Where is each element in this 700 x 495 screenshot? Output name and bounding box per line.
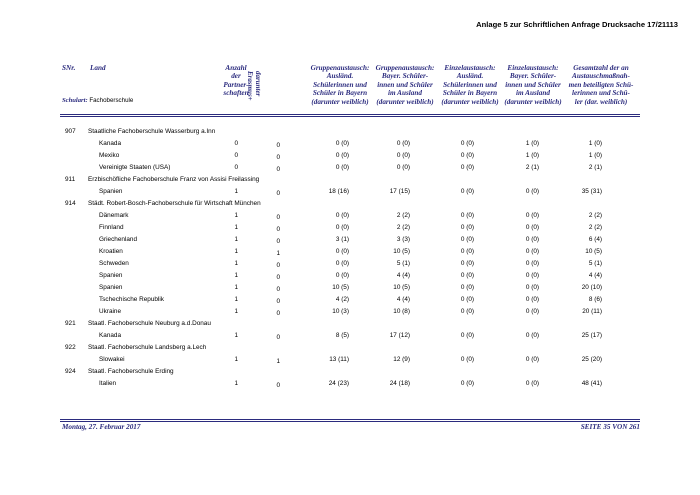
anzahl-cell: 1	[234, 248, 238, 255]
einzel-auslaend-cell: 0 (0)	[460, 152, 474, 159]
gesamt-cell: 4 (4)	[588, 272, 602, 279]
header-land: Land	[90, 64, 106, 72]
gruppe-bayer-cell: 10 (5)	[393, 248, 410, 255]
gruppe-bayer-cell: 5 (1)	[396, 260, 410, 267]
document-title: Anlage 5 zur Schriftlichen Anfrage Drucksache 17/21113	[476, 20, 678, 29]
table-row	[0, 222, 700, 234]
country-name: Spanien	[99, 284, 123, 291]
einzel-auslaend-cell: 0 (0)	[460, 380, 474, 387]
school-name: Staatl. Fachoberschule Erding	[88, 368, 174, 375]
country-name: Griechenland	[99, 236, 138, 243]
gruppe-auslaend-cell: 4 (2)	[335, 296, 349, 303]
einzel-auslaend-cell: 0 (0)	[460, 236, 474, 243]
einzel-bayer-cell: 0 (0)	[525, 212, 539, 219]
school-number: 924	[65, 368, 76, 375]
country-name: Mexiko	[99, 152, 120, 159]
header-rule-top	[60, 114, 640, 115]
table-row	[0, 210, 700, 222]
anzahl-cell: 1	[234, 212, 238, 219]
gruppe-auslaend-cell: 0 (0)	[335, 164, 349, 171]
erasmus-cell: 0	[276, 154, 280, 161]
school-number: 911	[65, 176, 76, 183]
header-gesamt: Gesamtzahl der an Austauschmaßnah- men beteiligten Schü- lerinnen und Schü- ler (dar. weiblich)	[568, 64, 634, 106]
table-row	[0, 162, 700, 174]
gesamt-cell: 1 (0)	[588, 140, 602, 147]
anzahl-cell: 1	[234, 260, 238, 267]
einzel-auslaend-cell: 0 (0)	[460, 188, 474, 195]
einzel-auslaend-cell: 0 (0)	[460, 248, 474, 255]
gesamt-cell: 20 (11)	[582, 308, 602, 315]
gruppe-auslaend-cell: 0 (0)	[335, 224, 349, 231]
table-row	[0, 138, 700, 150]
erasmus-cell: 0	[276, 166, 280, 173]
school-name: Staatliche Fachoberschule Wasserburg a.Inn	[88, 128, 216, 135]
gruppe-auslaend-cell: 0 (0)	[335, 272, 349, 279]
footer-date: Montag, 27. Februar 2017	[62, 423, 141, 431]
table-row	[0, 294, 700, 306]
table-row	[0, 234, 700, 246]
footer-page: SEITE 35 VON 261	[580, 423, 640, 431]
country-name: Kanada	[99, 140, 122, 147]
gruppe-bayer-cell: 4 (4)	[396, 296, 410, 303]
school-name: Staatl. Fachoberschule Neuburg a.d.Donau	[88, 320, 211, 327]
gruppe-auslaend-cell: 0 (0)	[335, 212, 349, 219]
school-name: Erzbischöfliche Fachoberschule Franz von Assisi Freilassing	[88, 176, 260, 183]
erasmus-cell: 0	[276, 214, 280, 221]
gruppe-auslaend-cell: 24 (23)	[328, 380, 349, 387]
country-name: Vereinigte Staaten (USA)	[99, 164, 171, 171]
header-rule-bottom	[60, 116, 640, 117]
anzahl-cell: 1	[234, 332, 238, 339]
einzel-auslaend-cell: 0 (0)	[460, 272, 474, 279]
einzel-bayer-cell: 1 (0)	[525, 140, 539, 147]
schulart-value: Fachoberschule	[89, 97, 134, 104]
header-schulart	[62, 97, 133, 104]
gesamt-cell: 2 (2)	[588, 212, 602, 219]
footer-rule-bottom	[60, 421, 640, 422]
einzel-bayer-cell: 0 (0)	[525, 356, 539, 363]
table-row	[0, 150, 700, 162]
einzel-bayer-cell: 0 (0)	[525, 224, 539, 231]
country-name: Spanien	[99, 188, 123, 195]
country-name: Spanien	[99, 272, 123, 279]
footer-rule-top	[60, 419, 640, 420]
anzahl-cell: 0	[234, 152, 238, 159]
school-row	[0, 342, 700, 354]
einzel-bayer-cell: 0 (0)	[525, 296, 539, 303]
anzahl-cell: 1	[234, 224, 238, 231]
erasmus-cell: 0	[276, 334, 280, 341]
school-name: Staatl. Fachoberschule Landsberg a.Lech	[88, 344, 207, 351]
einzel-auslaend-cell: 0 (0)	[460, 284, 474, 291]
erasmus-cell: 0	[276, 190, 280, 197]
gruppe-bayer-cell: 24 (18)	[389, 380, 410, 387]
gruppe-auslaend-cell: 0 (0)	[335, 140, 349, 147]
gesamt-cell: 2 (1)	[588, 164, 602, 171]
gruppe-bayer-cell: 12 (9)	[393, 356, 410, 363]
country-name: Tschechische Republik	[99, 296, 165, 303]
erasmus-cell: 0	[276, 226, 280, 233]
gruppe-bayer-cell: 17 (15)	[389, 188, 410, 195]
header-einzel-bayer: Einzelaustausch: Bayer. Schüler- innen und Schüler im Ausland (darunter weiblich)	[504, 64, 562, 106]
anzahl-cell: 1	[234, 380, 238, 387]
einzel-auslaend-cell: 0 (0)	[460, 224, 474, 231]
einzel-bayer-cell: 1 (0)	[525, 152, 539, 159]
header-anzahl: Anzahl der Partner- schaften	[223, 64, 249, 98]
table-row	[0, 378, 700, 390]
country-name: Finnland	[99, 224, 124, 231]
erasmus-cell: 1	[276, 250, 280, 257]
country-name: Slowakei	[99, 356, 125, 363]
anzahl-cell: 1	[234, 188, 238, 195]
gesamt-cell: 5 (1)	[588, 260, 602, 267]
einzel-bayer-cell: 2 (1)	[525, 164, 539, 171]
gruppe-auslaend-cell: 0 (0)	[335, 248, 349, 255]
gesamt-cell: 2 (2)	[588, 224, 602, 231]
gesamt-cell: 1 (0)	[588, 152, 602, 159]
anzahl-cell: 1	[234, 296, 238, 303]
gruppe-bayer-cell: 2 (2)	[396, 212, 410, 219]
data-table	[0, 126, 700, 390]
einzel-bayer-cell: 0 (0)	[525, 236, 539, 243]
gruppe-bayer-cell: 0 (0)	[396, 152, 410, 159]
gruppe-auslaend-cell: 0 (0)	[335, 152, 349, 159]
erasmus-cell: 0	[276, 310, 280, 317]
einzel-auslaend-cell: 0 (0)	[460, 308, 474, 315]
header-erasmus: darunter Erasmus+	[246, 71, 262, 101]
header-gruppe-bayer: Gruppenaustausch: Bayer. Schüler- innen und Schüler im Ausland (darunter weiblich)	[375, 64, 435, 106]
gesamt-cell: 35 (31)	[581, 188, 602, 195]
einzel-auslaend-cell: 0 (0)	[460, 164, 474, 171]
gruppe-auslaend-cell: 18 (16)	[328, 188, 349, 195]
gruppe-bayer-cell: 4 (4)	[396, 272, 410, 279]
gruppe-bayer-cell: 17 (12)	[389, 332, 410, 339]
country-name: Kanada	[99, 332, 122, 339]
table-row	[0, 354, 700, 366]
gruppe-bayer-cell: 10 (5)	[393, 284, 410, 291]
anzahl-cell: 1	[234, 272, 238, 279]
gruppe-bayer-cell: 0 (0)	[396, 140, 410, 147]
table-row	[0, 306, 700, 318]
anzahl-cell: 1	[234, 308, 238, 315]
anzahl-cell: 0	[234, 164, 238, 171]
gruppe-auslaend-cell: 10 (3)	[332, 308, 349, 315]
gruppe-auslaend-cell: 13 (11)	[329, 356, 349, 363]
header-gruppe-auslaend: Gruppenaustausch: Ausländ. Schülerinnen und Schüler in Bayern (darunter weiblich)	[310, 64, 370, 106]
gesamt-cell: 25 (17)	[581, 332, 602, 339]
school-number: 907	[65, 128, 76, 135]
erasmus-cell: 0	[276, 382, 280, 389]
school-name: Städt. Robert-Bosch-Fachoberschule für Wirtschaft München	[88, 200, 261, 207]
einzel-auslaend-cell: 0 (0)	[460, 296, 474, 303]
gruppe-bayer-cell: 10 (8)	[393, 308, 410, 315]
anzahl-cell: 1	[234, 236, 238, 243]
einzel-bayer-cell: 0 (0)	[525, 248, 539, 255]
gruppe-auslaend-cell: 0 (0)	[335, 260, 349, 267]
gesamt-cell: 20 (10)	[581, 284, 602, 291]
anzahl-cell: 1	[234, 284, 238, 291]
einzel-bayer-cell: 0 (0)	[525, 332, 539, 339]
gesamt-cell: 48 (41)	[581, 380, 602, 387]
einzel-bayer-cell: 0 (0)	[525, 272, 539, 279]
table-row	[0, 282, 700, 294]
gruppe-bayer-cell: 3 (3)	[396, 236, 410, 243]
gruppe-auslaend-cell: 8 (5)	[335, 332, 349, 339]
school-number: 914	[65, 200, 76, 207]
gruppe-bayer-cell: 0 (0)	[396, 164, 410, 171]
erasmus-cell: 0	[276, 142, 280, 149]
gesamt-cell: 25 (20)	[581, 356, 602, 363]
einzel-bayer-cell: 0 (0)	[525, 188, 539, 195]
school-number: 922	[65, 344, 76, 351]
gesamt-cell: 10 (5)	[585, 248, 602, 255]
table-row	[0, 246, 700, 258]
gruppe-auslaend-cell: 3 (1)	[335, 236, 349, 243]
einzel-auslaend-cell: 0 (0)	[460, 356, 474, 363]
header-snr: SNr.	[62, 64, 76, 72]
einzel-auslaend-cell: 0 (0)	[460, 260, 474, 267]
schulart-label: Schulart:	[62, 97, 88, 104]
einzel-bayer-cell: 0 (0)	[525, 260, 539, 267]
gesamt-cell: 8 (6)	[588, 296, 602, 303]
gruppe-bayer-cell: 2 (2)	[396, 224, 410, 231]
einzel-bayer-cell: 0 (0)	[525, 308, 539, 315]
erasmus-cell: 0	[276, 262, 280, 269]
country-name: Schweden	[99, 260, 129, 267]
header-einzel-auslaend: Einzelaustausch: Ausländ. Schülerinnen und Schüler in Bayern (darunter weiblich)	[441, 64, 499, 106]
gruppe-auslaend-cell: 10 (5)	[332, 284, 349, 291]
table-row	[0, 186, 700, 198]
gesamt-cell: 6 (4)	[588, 236, 602, 243]
erasmus-cell: 0	[276, 286, 280, 293]
einzel-bayer-cell: 0 (0)	[525, 380, 539, 387]
school-row	[0, 174, 700, 186]
school-row	[0, 126, 700, 138]
table-row	[0, 330, 700, 342]
einzel-bayer-cell: 0 (0)	[525, 284, 539, 291]
erasmus-cell: 0	[276, 238, 280, 245]
einzel-auslaend-cell: 0 (0)	[460, 212, 474, 219]
country-name: Italien	[99, 380, 117, 387]
table-row	[0, 270, 700, 282]
school-row	[0, 318, 700, 330]
erasmus-cell: 0	[276, 274, 280, 281]
erasmus-cell: 1	[276, 358, 280, 365]
erasmus-cell: 0	[276, 298, 280, 305]
school-number: 921	[65, 320, 76, 327]
einzel-auslaend-cell: 0 (0)	[460, 140, 474, 147]
school-row	[0, 198, 700, 210]
school-row	[0, 366, 700, 378]
anzahl-cell: 1	[234, 356, 238, 363]
einzel-auslaend-cell: 0 (0)	[460, 332, 474, 339]
country-name: Kroatien	[99, 248, 123, 255]
country-name: Dänemark	[99, 212, 129, 219]
anzahl-cell: 0	[234, 140, 238, 147]
country-name: Ukraine	[99, 308, 122, 315]
table-row	[0, 258, 700, 270]
